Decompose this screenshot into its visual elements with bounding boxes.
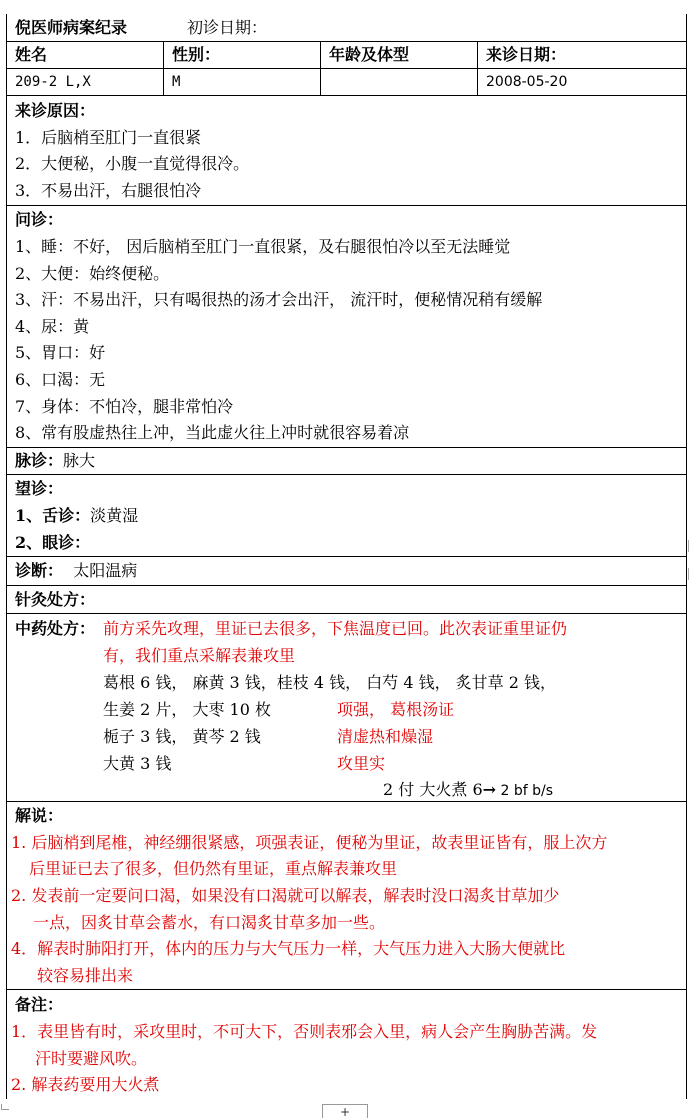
inquiry-item: 5、胃口：好	[15, 343, 106, 363]
dosage-line: 2 付 大火煮 6→ 2 bf b/s	[383, 780, 554, 800]
diagnosis-value: 太阳温病	[73, 561, 138, 581]
medical-record-document	[6, 14, 687, 1099]
visit-date-value: 2008-05-20	[486, 74, 568, 90]
herb-note: 清虚热和燥湿	[337, 727, 434, 747]
observation-label: 望诊：	[15, 479, 64, 499]
remarks-label: 备注：	[15, 995, 64, 1015]
record-title: 倪医师病案纪录	[15, 18, 128, 37]
arrow-icon: →	[482, 780, 497, 800]
patient-id-value: 209-2 L,X	[7, 69, 164, 95]
gender-value: M	[164, 69, 321, 95]
herb-note: 项强， 葛根汤证	[337, 700, 455, 720]
record-title-row	[7, 14, 686, 42]
remarks-item: 1．表里皆有时，采攻里时，不可大下，否则表邪会入里，病人会产生胸胁苦满。发	[11, 1022, 598, 1042]
tongue-value: 淡黄湿	[90, 505, 139, 525]
herbal-label: 中药处方：	[15, 619, 96, 639]
tongue-label: 1、舌诊：	[15, 505, 91, 525]
explanation-label: 解说：	[15, 806, 64, 826]
inquiry-item: 2、大便：始终便秘。	[15, 263, 170, 283]
explanation-item-cont: 一点，因炙甘草会蓄水，有口渴炙甘草多加一些。	[33, 912, 386, 932]
acupuncture-label: 针灸处方：	[15, 589, 96, 609]
inquiry-item: 8、常有股虚热往上冲，当此虚火往上冲时就很容易着凉	[15, 423, 410, 443]
first-visit-date-label: 初诊日期：	[187, 18, 268, 37]
reason-item: 1．后脑梢至肛门一直很紧	[15, 127, 202, 147]
patient-info-header-row	[7, 42, 686, 69]
inquiry-item: 1、睡：不好， 因后脑梢至肛门一直很紧，及右腿很怕冷以至无法睡觉	[15, 236, 511, 256]
explanation-item: 1. 后脑梢到尾椎，神经绷很紧感，项强表证，便秘为里证，故表里证皆有，服上次方	[11, 832, 608, 852]
page-edge-mark	[688, 568, 694, 580]
observation-section	[7, 475, 686, 557]
pulse-label: 脉诊：	[15, 450, 64, 470]
age-build-header: 年龄及体型	[321, 42, 478, 68]
herb-line: 大黄 3 钱	[103, 754, 172, 774]
remarks-item: 2. 解表药要用大火煮	[11, 1075, 160, 1095]
explanation-item-cont: 后里证已去了很多，但仍然有里证，重点解表兼攻里	[29, 859, 398, 879]
name-header: 姓名	[7, 42, 164, 68]
explanation-item-cont: 较容易排出来	[37, 965, 134, 985]
page-edge-mark	[688, 540, 694, 552]
visit-date-header: 来诊日期：	[486, 45, 567, 64]
diagnosis-section	[7, 557, 686, 586]
acupuncture-section	[7, 586, 686, 615]
remarks-section	[7, 990, 686, 1098]
reason-item: 3．不易出汗，右腿很怕冷	[15, 180, 202, 200]
patient-info-value-row	[7, 69, 686, 96]
herb-line: 栀子 3 钱， 黄芩 2 钱	[103, 727, 261, 747]
explanation-section	[7, 802, 686, 990]
gender-header: 性别：	[164, 42, 321, 68]
inquiry-item: 4、尿：黄	[15, 316, 90, 336]
pulse-section	[7, 448, 686, 476]
reason-section	[7, 96, 686, 206]
pulse-value: 脉大	[63, 450, 96, 470]
reason-item: 2．大便秘，小腹一直觉得很冷。	[15, 154, 250, 174]
herbal-intro: 有，我们重点采解表兼攻里	[103, 646, 296, 666]
eye-label: 2、眼诊：	[15, 532, 91, 552]
inquiry-section	[7, 206, 686, 447]
herb-line: 生姜 2 片， 大枣 10 枚	[103, 700, 271, 720]
inquiry-label: 问诊：	[15, 210, 64, 230]
inquiry-item: 6、口渴：无	[15, 369, 106, 389]
diagnosis-label: 诊断：	[15, 561, 64, 581]
herbal-intro: 前方采先攻理，里证已去很多，下焦温度已回。此次表证重里证仍	[103, 619, 568, 639]
inquiry-item: 7、身体：不怕冷，腿非常怕冷	[15, 396, 234, 416]
herb-note: 攻里实	[337, 754, 386, 774]
explanation-item: 2. 发表前一定要问口渴，如果没有口渴就可以解表，解表时没口渴炙甘草加少	[11, 886, 560, 906]
page-corner-mark	[1, 1104, 9, 1110]
herb-line: 葛根 6 钱， 麻黄 3 钱，桂枝 4 钱， 白芍 4 钱， 炙甘草 2 钱，	[103, 673, 557, 693]
age-build-value	[321, 69, 478, 95]
reason-label: 来诊原因：	[15, 101, 96, 120]
herbal-section	[7, 614, 686, 802]
add-row-button[interactable]: +	[322, 1104, 368, 1118]
inquiry-item: 3、汗：不易出汗，只有喝很热的汤才会出汗， 流汗时，便秘情况稍有缓解	[15, 290, 543, 310]
remarks-item-cont: 汗时要避风吹。	[35, 1048, 148, 1068]
explanation-item: 4．解表时肺阳打开，体内的压力与大气压力一样，大气压力进入大肠大便就比	[11, 939, 566, 959]
